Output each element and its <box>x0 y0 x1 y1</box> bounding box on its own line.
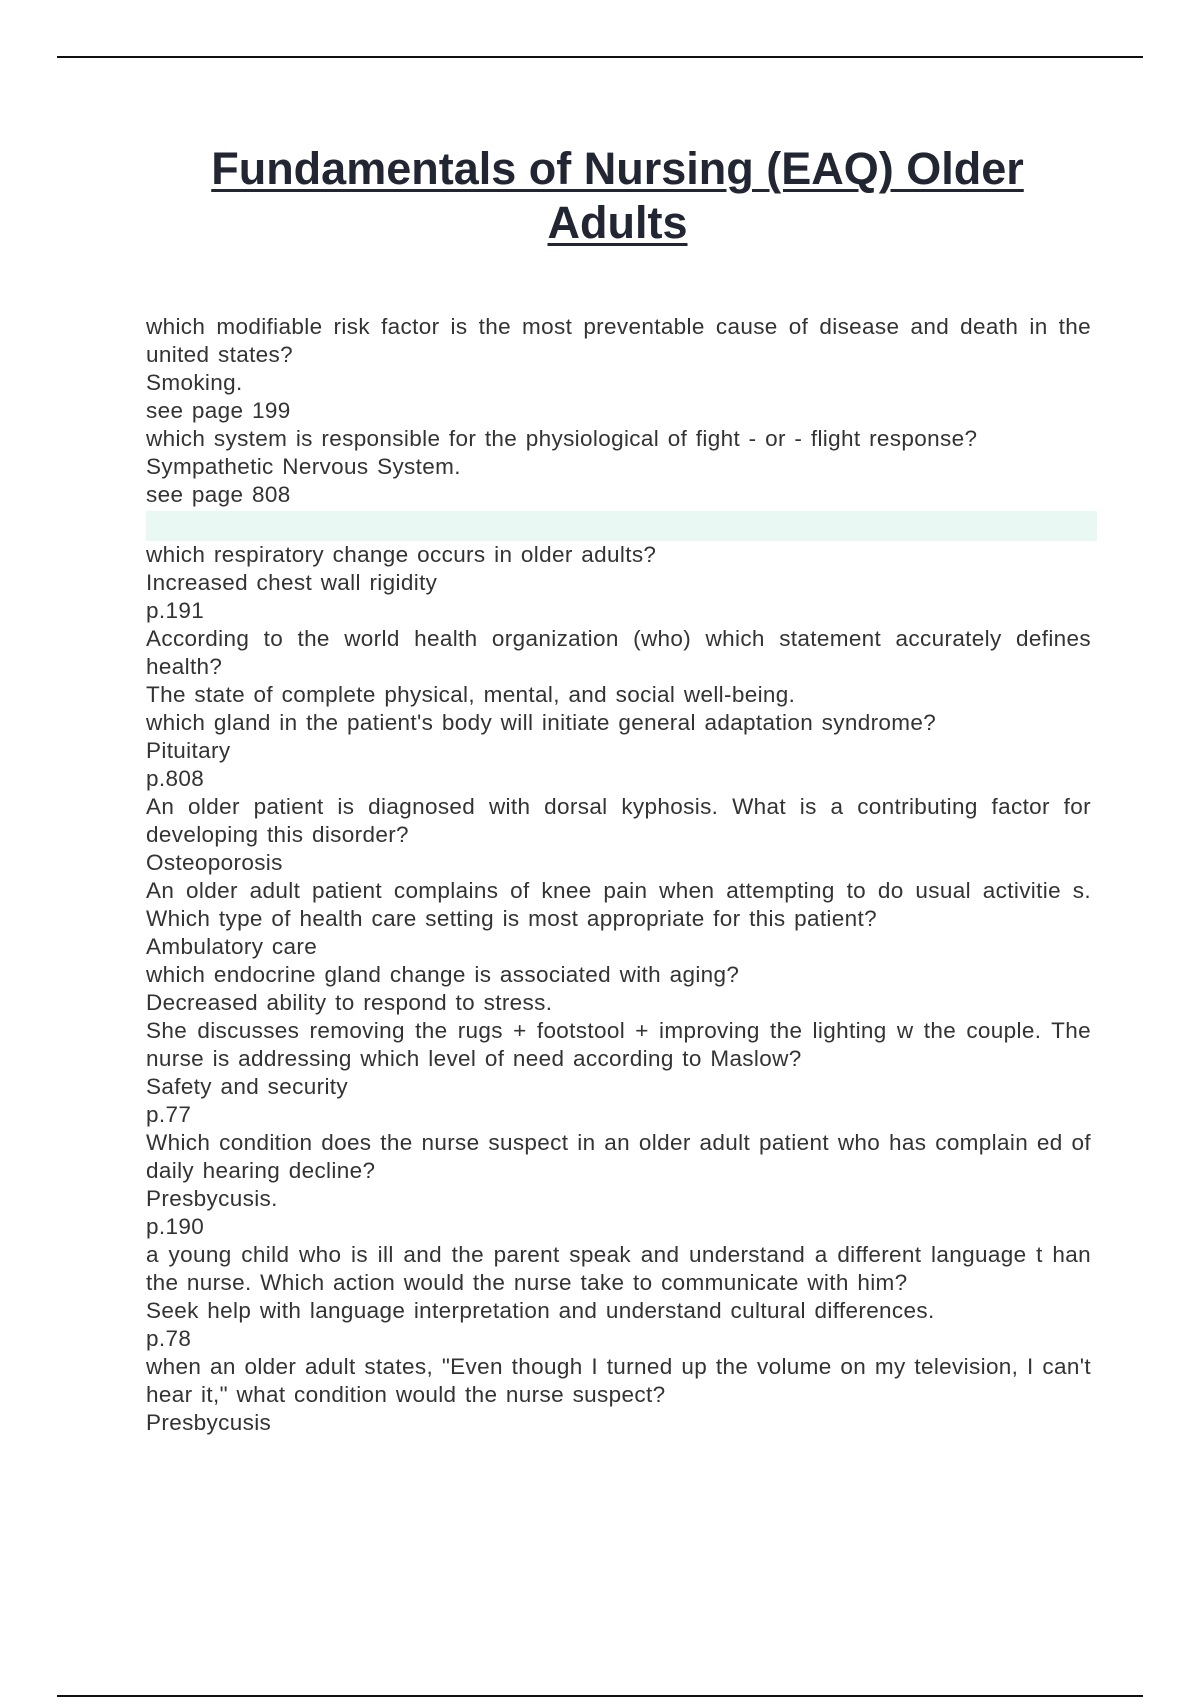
top-rule <box>57 56 1143 58</box>
answer-line: Safety and security <box>146 1074 348 1099</box>
bottom-rule <box>57 1695 1143 1697</box>
reference-line: p.191 <box>146 598 205 623</box>
answer-line: Pituitary <box>146 738 231 763</box>
reference-line: p.77 <box>146 1102 192 1127</box>
question-line: Which condition does the nurse suspect in an older adult patient who has complain ed of daily hearing decline? <box>146 1130 1091 1183</box>
answer-line: Sympathetic Nervous System. <box>146 454 461 479</box>
question-line: An older patient is diagnosed with dorsal kyphosis. What is a contributing factor for developing this disorder? <box>146 794 1091 847</box>
reference-line: p.190 <box>146 1214 205 1239</box>
reference-line: see page 808 <box>146 482 291 507</box>
highlight-band <box>146 511 1097 541</box>
answer-line: Decreased ability to respond to stress. <box>146 990 553 1015</box>
document-title <box>145 142 1090 250</box>
reference-line: p.808 <box>146 766 205 791</box>
answer-line: Increased chest wall rigidity <box>146 570 438 595</box>
question-line: which gland in the patient's body will initiate general adaptation syndrome? <box>146 710 937 735</box>
document-body <box>146 313 1091 1437</box>
answer-line: Presbycusis <box>146 1410 272 1435</box>
answer-line: Ambulatory care <box>146 934 318 959</box>
question-line: She discusses removing the rugs + footstool + improving the lighting w the couple. The nurse is addressing which level of need according to Maslow? <box>146 1018 1091 1071</box>
question-line: which modifiable risk factor is the most preventable cause of disease and death in the united states? <box>146 314 1091 367</box>
reference-line: p.78 <box>146 1326 192 1351</box>
answer-line: Osteoporosis <box>146 850 283 875</box>
answer-line: Seek help with language interpretation and understand cultural differences. <box>146 1298 935 1323</box>
question-line: when an older adult states, "Even though I turned up the volume on my television, I can't hear it," what condition would the nurse suspect? <box>146 1354 1091 1407</box>
answer-line: Presbycusis. <box>146 1186 278 1211</box>
question-line: a young child who is ill and the parent speak and understand a different language t han the nurse. Which action would the nurse take to communicate with him? <box>146 1242 1091 1295</box>
question-line: which endocrine gland change is associated with aging? <box>146 962 740 987</box>
question-line: An older adult patient complains of knee pain when attempting to do usual activitie s. Which type of health care setting is most appropriate for this patient? <box>146 878 1091 931</box>
question-line: According to the world health organization (who) which statement accurately defines health? <box>146 626 1091 679</box>
reference-line: see page 199 <box>146 398 291 423</box>
question-line: which respiratory change occurs in older adults? <box>146 542 657 567</box>
question-line: which system is responsible for the physiological of fight - or - flight response? <box>146 426 978 451</box>
answer-line: Smoking. <box>146 370 243 395</box>
answer-line: The state of complete physical, mental, and social well-being. <box>146 682 796 707</box>
document-title-text: Fundamentals of Nursing (EAQ) Older Adults <box>211 143 1024 248</box>
